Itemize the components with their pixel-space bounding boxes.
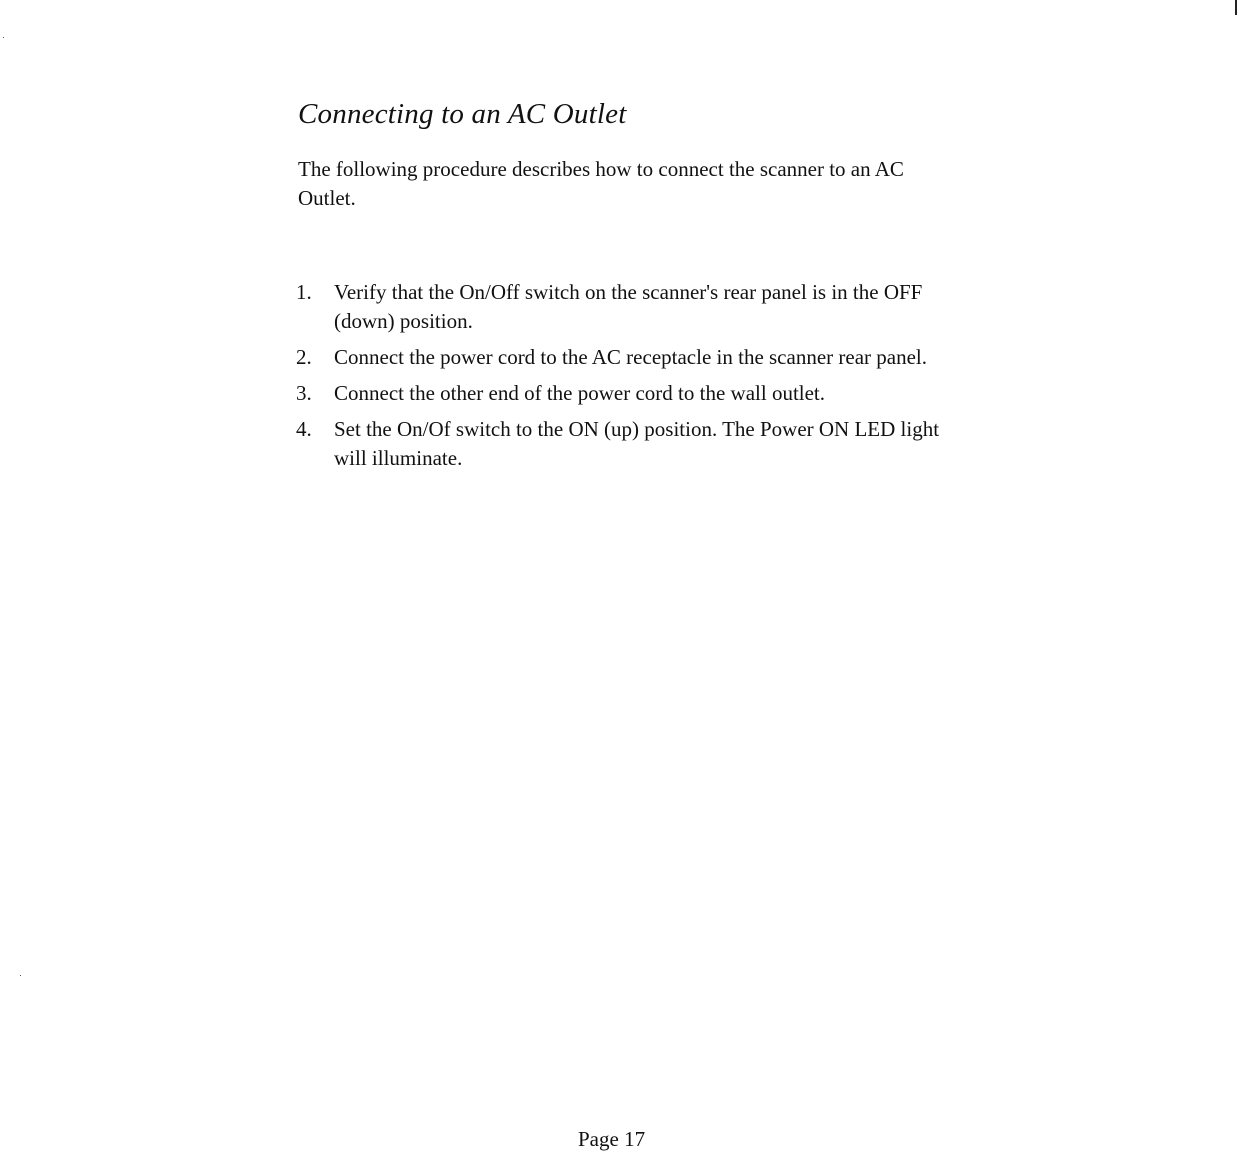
step-text: Connect the power cord to the AC receptacle in the scanner rear panel. (334, 345, 927, 369)
list-item (296, 379, 956, 408)
list-item (296, 415, 956, 473)
scan-edge-mark (1235, 0, 1237, 15)
step-text: Set the On/Of switch to the ON (up) position. The Power ON LED light will illuminate. (334, 417, 940, 470)
intro-paragraph: The following procedure describes how to connect the scanner to an AC Outlet. (298, 157, 904, 210)
step-number: 3. (296, 381, 312, 405)
procedure-steps-list (296, 278, 956, 480)
section-heading: Connecting to an AC Outlet (298, 98, 627, 130)
list-item (296, 343, 956, 372)
step-number: 4. (296, 417, 312, 441)
step-text: Verify that the On/Off switch on the scanner's rear panel is in the OFF (down) position. (334, 280, 923, 333)
step-number: 2. (296, 345, 312, 369)
step-text: Connect the other end of the power cord to the wall outlet. (334, 381, 826, 405)
scan-speck (20, 975, 21, 976)
step-number: 1. (296, 280, 312, 304)
page-number: Page 17 (578, 1127, 646, 1151)
scan-speck (3, 37, 4, 38)
list-item (296, 278, 956, 336)
